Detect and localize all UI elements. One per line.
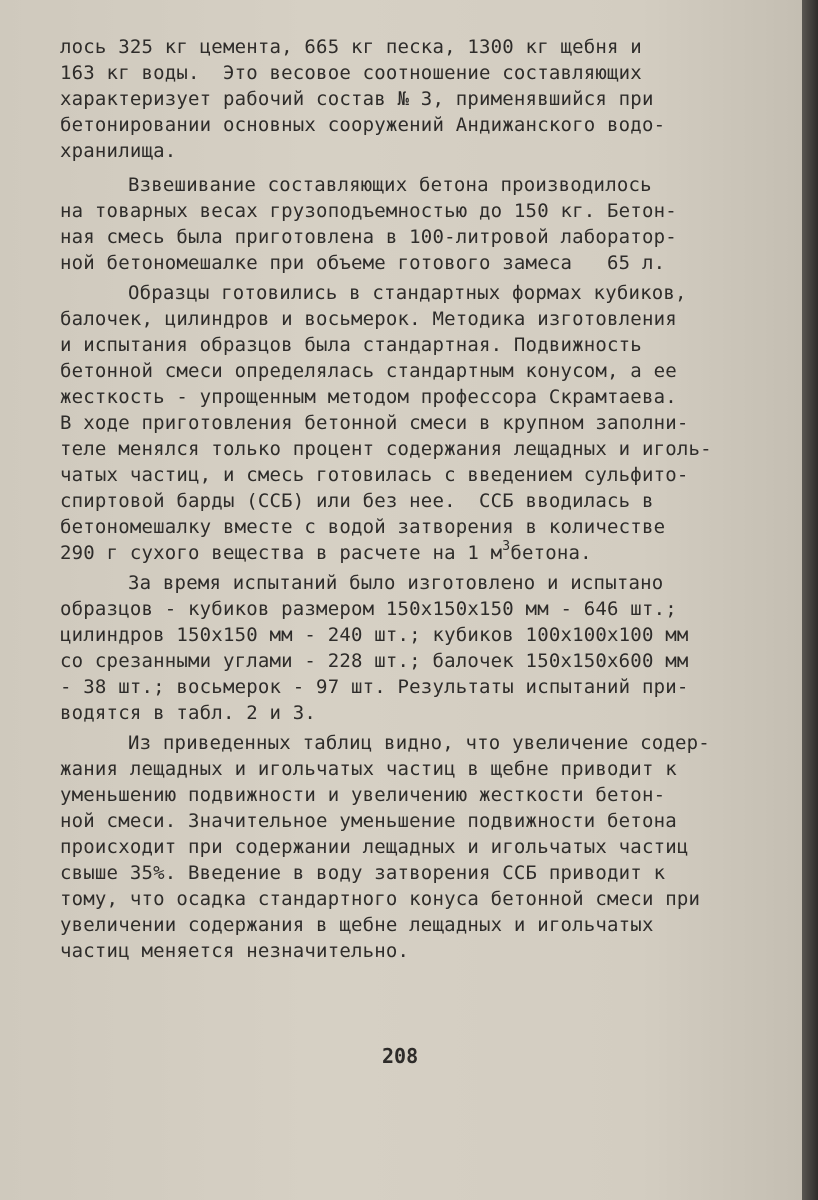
text-line: уменьшению подвижности и увеличению жесткости бетон- [60,784,666,806]
text-line: 163 кг воды. Это весовое соотношение составляющих [60,62,642,84]
text-line: теле менялся только процент содержания лещадных и иголь- [60,438,712,460]
text-line: В ходе приготовления бетонной смеси в крупном заполни- [60,412,689,434]
text-line: характеризует рабочий состав № 3, применявшийся при [60,88,654,110]
paragraph-start-line: Из приведенных таблиц видно, что увеличение содер- [128,732,710,754]
text-line: частиц меняется незначительно. [60,940,410,962]
text-line: и испытания образцов была стандартная. Подвижность [60,334,642,356]
page-number: 208 [382,1044,419,1068]
paragraph-start-line: Взвешивание составляющих бетона производилось [128,174,652,196]
superscript-cubed: 3 [502,539,511,554]
text-segment: 290 г сухого вещества в расчете на 1 м [60,542,503,564]
text-line: образцов - кубиков размером 150x150x150 мм - 646 шт.; [60,598,677,620]
text-line-with-superscript [60,540,592,566]
text-line: ной смеси. Значительное уменьшение подвижности бетона [60,810,677,832]
book-edge-shadow [802,0,818,1200]
text-line: бетонировании основных сооружений Андижанского водо- [60,114,666,136]
text-line: увеличении содержания в щебне лещадных и игольчатых [60,914,654,936]
text-line: бетономешалку вместе с водой затворения в количестве [60,516,666,538]
text-line: на товарных весах грузоподъемностью до 150 кг. Бетон- [60,200,677,222]
text-line: цилиндров 150x150 мм - 240 шт.; кубиков 100x100x100 мм [60,624,689,646]
text-line: спиртовой барды (ССБ) или без нее. ССБ вводилась в [60,490,654,512]
text-line: лось 325 кг цемента, 665 кг песка, 1300 кг щебня и [60,36,642,58]
text-segment: бетона. [510,542,592,564]
text-line: тому, что осадка стандартного конуса бетонной смеси при [60,888,701,910]
text-line: - 38 шт.; восьмерок - 97 шт. Результаты испытаний при- [60,676,689,698]
text-line: чатых частиц, и смесь готовилась с введением сульфито- [60,464,689,486]
text-line: происходит при содержании лещадных и игольчатых частиц [60,836,689,858]
paragraph-start-line: Образцы готовились в стандартных формах кубиков, [128,282,687,304]
text-line: со срезанными углами - 228 шт.; балочек 150x150x600 мм [60,650,689,672]
text-line: ная смесь была приготовлена в 100-литровой лаборатор- [60,226,677,248]
text-line: водятся в табл. 2 и 3. [60,702,317,724]
text-line: ной бетономешалке при объеме готового замеса 65 л. [60,252,666,274]
text-line: хранилища. [60,140,177,162]
text-line: жесткость - упрощенным методом профессора Скрамтаева. [60,386,677,408]
text-line: балочек, цилиндров и восьмерок. Методика изготовления [60,308,677,330]
text-line: бетонной смеси определялась стандартным конусом, а ее [60,360,677,382]
text-line: свыше 35%. Введение в воду затворения ССБ приводит к [60,862,666,884]
paragraph-start-line: За время испытаний было изготовлено и испытано [128,572,664,594]
text-line: жания лещадных и игольчатых частиц в щебне приводит к [60,758,677,780]
